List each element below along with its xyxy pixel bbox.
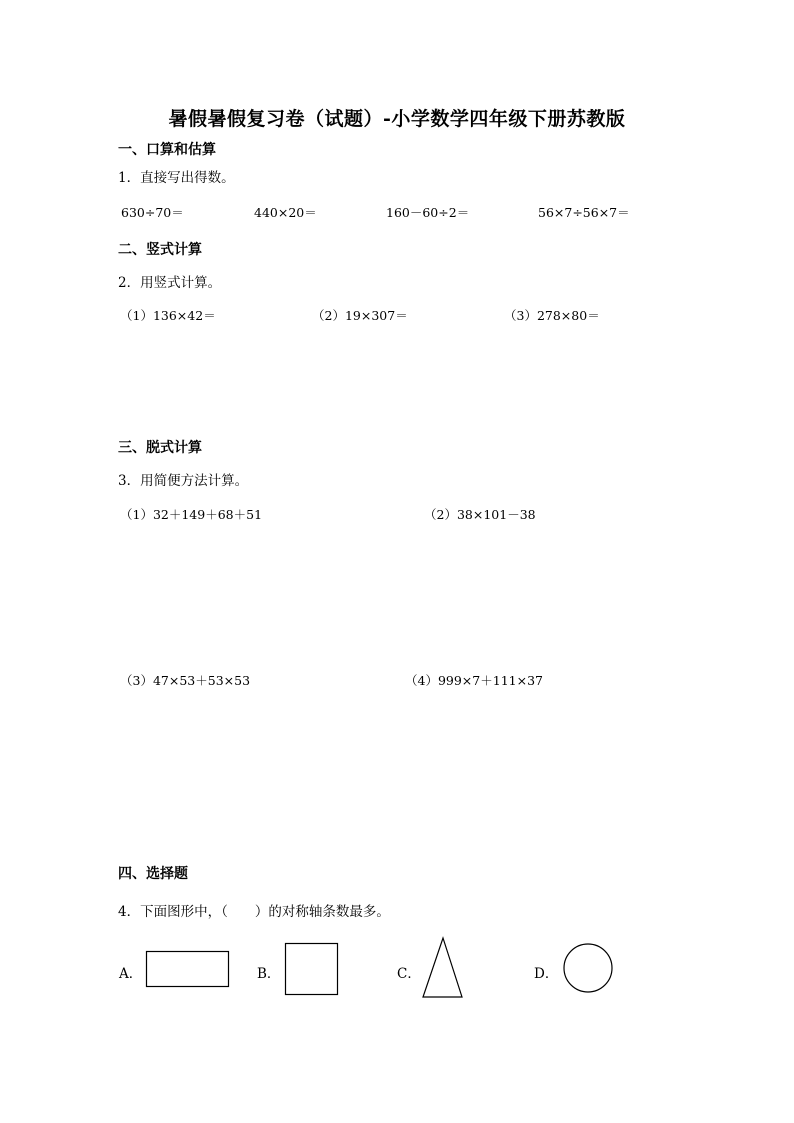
question-4-prompt: 4．下面图形中，（ ）的对称轴条数最多。 bbox=[118, 904, 390, 920]
option-c-label: C． bbox=[397, 966, 421, 982]
oral-item-3: 160－60÷2＝ bbox=[386, 205, 470, 220]
vertical-item-3: （3）278×80＝ bbox=[504, 308, 600, 323]
question-2-prompt: 2．用竖式计算。 bbox=[118, 275, 222, 291]
vertical-item-2: （2）19×307＝ bbox=[312, 308, 408, 323]
question-3-prompt: 3．用简便方法计算。 bbox=[118, 473, 249, 489]
oral-item-1: 630÷70＝ bbox=[121, 205, 184, 220]
option-d-label: D． bbox=[534, 966, 559, 982]
circle-shape bbox=[563, 943, 615, 995]
section-heading-oral-calculation: 一、口算和估算 bbox=[118, 142, 216, 158]
page-title: 暑假暑假复习卷（试题）-小学数学四年级下册苏教版 bbox=[168, 108, 626, 130]
square-shape bbox=[285, 943, 339, 997]
option-a-label: A． bbox=[119, 966, 143, 982]
step-item-4: （4）999×7＋111×37 bbox=[405, 673, 543, 688]
step-item-3: （3）47×53＋53×53 bbox=[120, 673, 251, 688]
question-1-prompt: 1．直接写出得数。 bbox=[118, 170, 235, 186]
triangle-shape bbox=[422, 937, 464, 999]
oral-item-4: 56×7÷56×7＝ bbox=[538, 205, 630, 220]
step-item-1: （1）32＋149＋68＋51 bbox=[120, 507, 263, 522]
vertical-item-1: （1）136×42＝ bbox=[120, 308, 216, 323]
option-b-label: B． bbox=[257, 966, 281, 982]
section-heading-step-calculation: 三、脱式计算 bbox=[118, 440, 202, 456]
step-item-2: （2）38×101－38 bbox=[424, 507, 536, 522]
section-heading-multiple-choice: 四、选择题 bbox=[118, 866, 188, 882]
oral-item-2: 440×20＝ bbox=[254, 205, 317, 220]
rectangle-shape bbox=[146, 951, 230, 989]
section-heading-vertical-calculation: 二、竖式计算 bbox=[118, 242, 202, 258]
